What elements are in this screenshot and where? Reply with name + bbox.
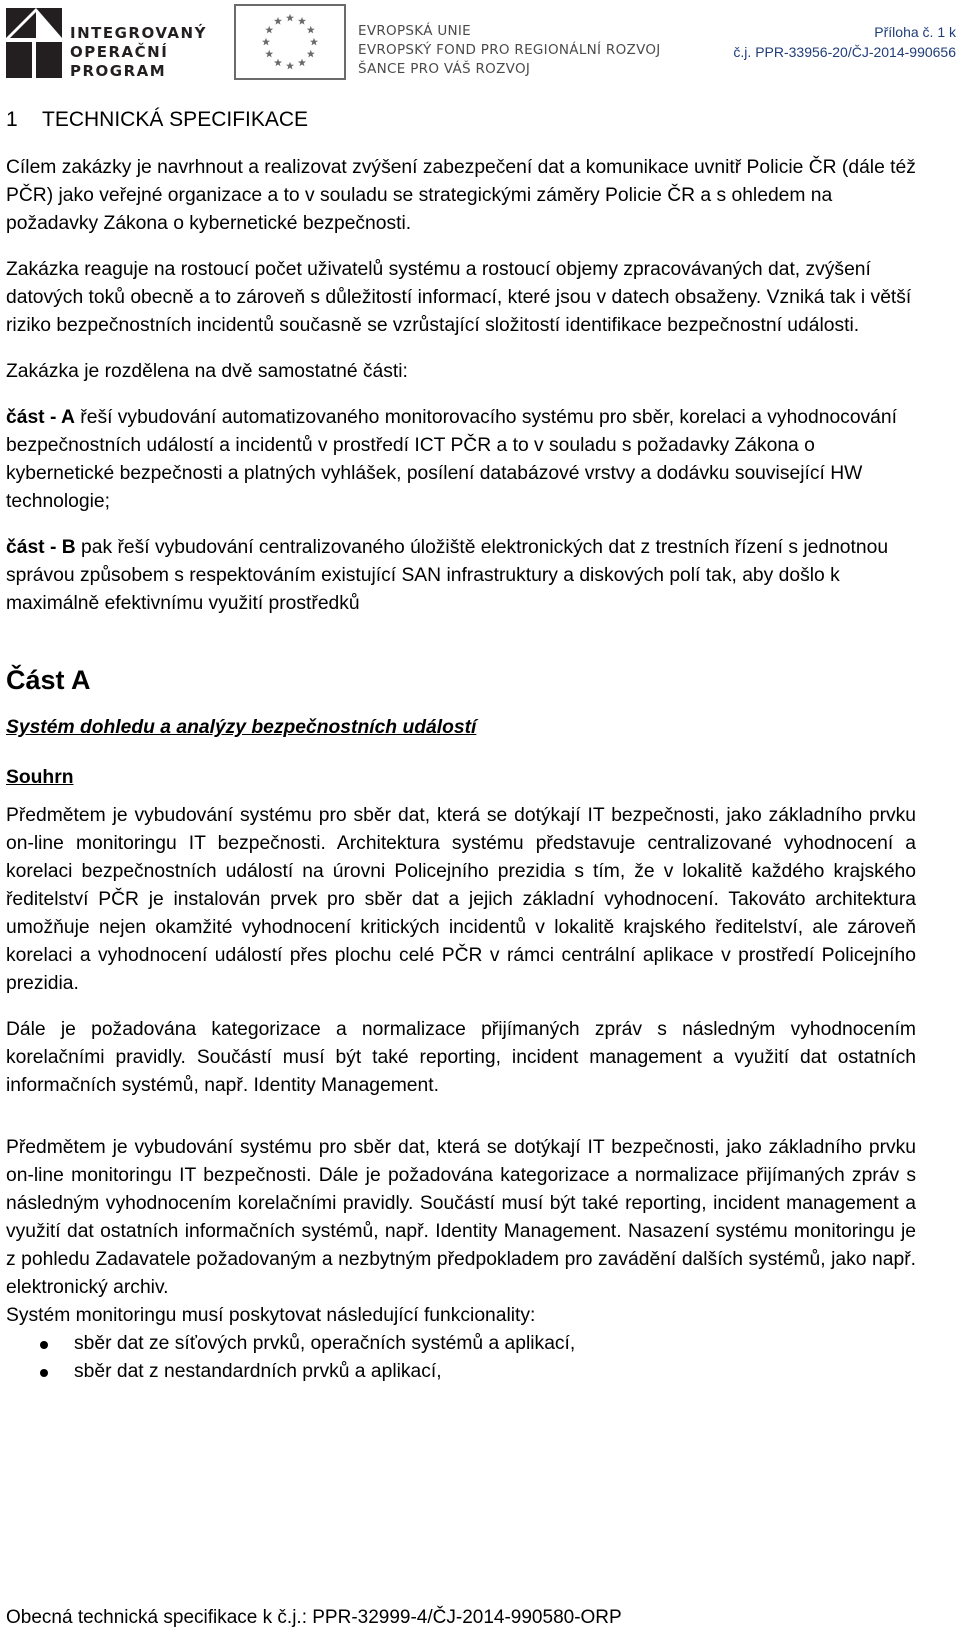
paragraph-goal: Cílem zakázky je navrhnout a realizovat zvýšení zabezpečení dat a komunikace uvnitř Policie ČR (dále též PČR) jako veřejné organizace a to v souladu se strategickými záměry Policie ČR a s ohledem na požadavky Zákona o kybernetické bezpečnosti. [6, 157, 916, 234]
iop-logo [6, 8, 206, 78]
page-footer: Obecná technická specifikace k č.j.: PPR-32999-4/ČJ-2014-990580-ORP [6, 1607, 622, 1628]
part-b-label: část - B [6, 537, 76, 558]
section-title: TECHNICKÁ SPECIFIKACE [42, 108, 309, 131]
annex-line-2: č.j. PPR-33956-20/ČJ-2014-990656 [733, 44, 956, 60]
paragraph-context: Zakázka reaguje na rostoucí počet uživatelů systému a rostoucí objemy zpracovávaných dat, zvýšení datových toků obecně a to zároveň s důležitostí informací, které jsou v datech obsaženy. Vzniká tak i větší riziko bezpečnostních incidentů současně se vzrůstající složitostí identifikace bezpečnostní události. [6, 259, 912, 336]
iop-line-1: INTEGROVANÝ [70, 24, 207, 42]
iop-line-2: OPERAČNÍ [70, 43, 169, 61]
eu-line-3: ŠANCE PRO VÁŠ ROZVOJ [358, 61, 531, 77]
section-number: 1 [6, 108, 18, 131]
eu-text [358, 22, 661, 79]
paragraph-division: Zakázka je rozdělena na dvě samostatné části: [6, 361, 408, 382]
list-item [40, 1358, 916, 1386]
summary-heading: Souhrn [6, 767, 74, 788]
summary-paragraph-4: Systém monitoringu musí poskytovat následující funkcionality: [6, 1305, 536, 1326]
document-body [6, 104, 916, 1386]
eu-flag-icon [234, 4, 346, 80]
bullet-icon [40, 1369, 48, 1377]
list-item [40, 1330, 916, 1358]
part-a-subheading: Systém dohledu a analýzy bezpečnostních událostí [6, 717, 477, 738]
part-a-text: řeší vybudování automatizovaného monitorovacího systému pro sběr, korelaci a vyhodnocování bezpečnostních událostí a incidentů v prostředí ICT PČR a to v souladu s požadavky Zákona o kybernetické bezpečnosti a platných vyhlášek, posílení databázové vrstvy a dodávku související HW technologie; [6, 407, 897, 512]
part-a-label: část - A [6, 407, 75, 428]
part-a-heading: Část A [6, 665, 91, 695]
annex-line-1: Příloha č. 1 k [874, 24, 956, 40]
part-b-text: pak řeší vybudování centralizovaného úložiště elektronických dat z trestních řízení s jednotnou správou způsobem s respektováním existující SAN infrastruktury a diskových polí tak, aby došlo k maximálně efektivnímu využití prostředků [6, 537, 889, 614]
eu-line-2: EVROPSKÝ FOND PRO REGIONÁLNÍ ROZVOJ [358, 42, 661, 58]
page-header [0, 0, 960, 90]
list-item-text: sběr dat z nestandardních prvků a aplikací, [74, 1361, 442, 1382]
annex-reference [733, 22, 956, 62]
iop-logo-mark-icon [6, 8, 62, 78]
section-heading [6, 104, 916, 136]
iop-logo-text [70, 24, 207, 81]
paragraph-part-b [6, 534, 916, 618]
eu-line-1: EVROPSKÁ UNIE [358, 23, 472, 39]
list-item-text: sběr dat ze síťových prvků, operačních systémů a aplikací, [74, 1333, 576, 1354]
functionality-list [6, 1330, 916, 1386]
paragraph-part-a [6, 404, 916, 516]
iop-line-3: PROGRAM [70, 62, 167, 80]
summary-paragraph-2: Dále je požadována kategorizace a normalizace přijímaných zpráv s následným vyhodnocením korelačními pravidly. Součástí musí být také reporting, incident management a využití dat ostatních informačních systémů, např. Identity Management. [6, 1019, 916, 1096]
summary-paragraph-3: Předmětem je vybudování systému pro sběr dat, která se dotýkají IT bezpečnosti, jako základního prvku on-line monitoringu IT bezpečnosti. Dále je požadována kategorizace a normalizace přijímaných zpráv s následným vyhodnocením korelačními pravidly. Součástí musí být také reporting, incident management a využití dat ostatních informačních systémů, např. Identity Management. Nasazení systému monitoringu je z pohledu Zadavatele požadovaným a nezbytným předpokladem pro zavádění dalších systémů, jako např. elektronický archiv. [6, 1137, 916, 1298]
bullet-icon [40, 1341, 48, 1349]
summary-paragraph-1: Předmětem je vybudování systému pro sběr dat, která se dotýkají IT bezpečnosti, jako základního prvku on-line monitoringu IT bezpečnosti. Architektura systému představuje centralizované vyhodnocení a korelaci bezpečnostních událostí na úrovni Policejního prezidia s tím, že v lokalitě každého krajského ředitelství PČR je instalován prvek pro sběr dat a jejich základní vyhodnocení. Takováto architektura umožňuje nejen okamžité vyhodnocení kritických incidentů v lokalitě krajského ředitelství, ale zároveň korelaci a vyhodnocení událostí přes plochu celé PČR v rámci centrální aplikace v prostředí Policejního prezidia. [6, 805, 916, 994]
